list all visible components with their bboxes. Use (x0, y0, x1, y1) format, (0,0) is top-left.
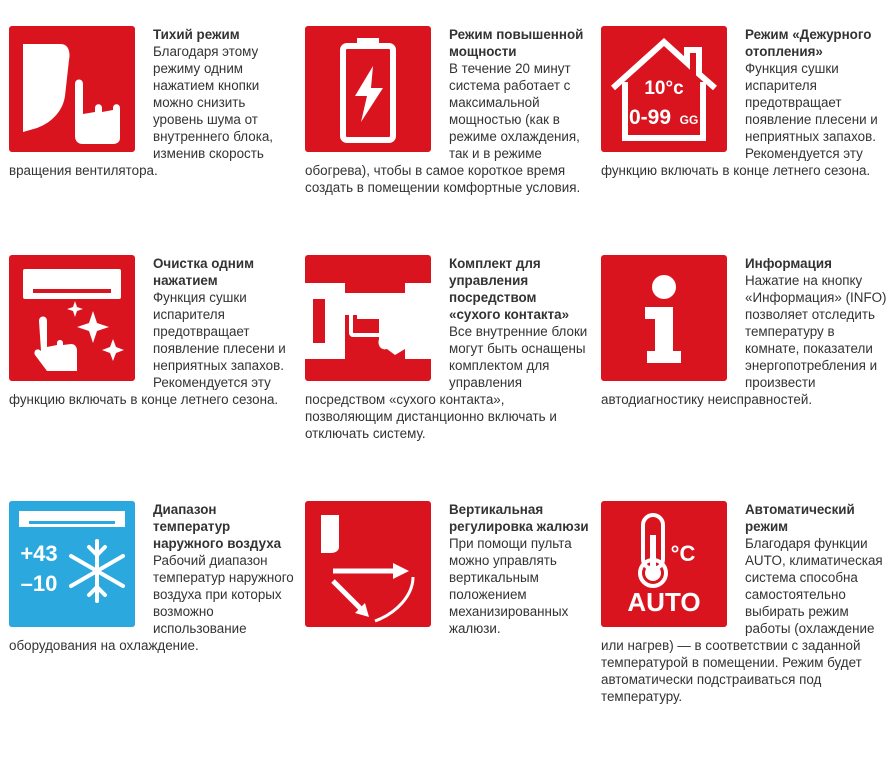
louver-arrows-icon (305, 501, 431, 627)
feature-one-touch-clean (9, 255, 295, 408)
house-temperature-icon (601, 26, 727, 152)
house-temp-label: 10°c (644, 78, 684, 99)
feature-title: Комплект для управления посредством «сухого контакта» (449, 256, 570, 322)
feature-description: Благодаря этому режиму одним нажатием кнопки можно снизить уровень шума от внутреннего блока, изменив скорость вращения вентилятора. (9, 44, 274, 178)
feature-information (601, 255, 887, 408)
feature-description: Все внутренние блоки могут быть оснащены комплектом для управления посредством «сухого контакта», позволяющим дистанционно включать и отключать систему. (305, 324, 588, 441)
feature-title: Информация (745, 256, 832, 271)
feature-description: Функция сушки испарителя предотвращает появление плесени и неприятных запахов. Рекомендуется эту функцию включать в конце летнего сезона. (601, 61, 878, 178)
feature-dry-contact (305, 255, 591, 442)
feature-description: В течение 20 минут система работает с максимальной мощностью (как в режиме охлаждения, так и в режиме обогрева), чтобы в самое короткое время создать в помещении комфортные условия. (305, 61, 581, 195)
temp-high-label: +43 (20, 541, 58, 566)
feature-description: Функция сушки испарителя предотвращает появление плесени и неприятных запахов. Рекомендуется эту функцию включать в конце летнего сезона. (9, 290, 286, 407)
feature-auto-mode (601, 501, 887, 705)
feature-title: Тихий режим (153, 27, 240, 42)
auto-unit-label: °C (670, 541, 696, 566)
feature-standby-heating (601, 26, 887, 179)
info-icon (601, 255, 727, 381)
feature-description: Благодаря функции AUTO, климатическая система способна самостоятельно выбирать режим работы (охлаждение или нагрев) — в соответствии с заданной температурой в помещении. Режим будет автоматически подстраиваться под температуру. (601, 536, 883, 704)
feature-outdoor-temp-range (9, 501, 295, 654)
battery-lightning-icon (305, 26, 431, 152)
feature-power-mode (305, 26, 591, 196)
feature-title: Автоматический режим (745, 502, 855, 534)
feature-quiet-mode (9, 26, 295, 179)
house-unit-label: GG (679, 113, 699, 127)
clean-sparkle-icon (9, 255, 135, 381)
feature-description: Рабочий диапазон температур наружного воздуха при которых возможно использование оборудования на охлаждение. (9, 553, 294, 653)
feature-title: Очистка одним нажатием (153, 256, 255, 288)
feature-title: Режим повышенной мощности (449, 27, 584, 59)
house-range-label: 0-99 (628, 106, 672, 129)
feature-title: Вертикальная регулировка жалюзи (449, 502, 589, 534)
feature-description: Нажатие на кнопку «Информация» (INFO) позволяет отследить температуру в комнате, показатели энергопотребления и произвести автодиагностику неисправностей. (601, 273, 887, 407)
hand-pointing-finger-icon (9, 26, 135, 152)
feature-vertical-louver (305, 501, 591, 637)
temp-low-label: –10 (20, 571, 58, 596)
dry-contact-card-icon (305, 255, 431, 381)
temperature-range-snowflake-icon (9, 501, 135, 627)
feature-title: Диапазон температур наружного воздуха (153, 502, 282, 551)
thermometer-auto-icon (601, 501, 727, 627)
feature-description: При помощи пульта можно управлять вертикальным положением механизированных жалюзи. (449, 536, 572, 636)
feature-title: Режим «Дежурного отопления» (745, 27, 872, 59)
auto-label: AUTO (627, 587, 701, 617)
